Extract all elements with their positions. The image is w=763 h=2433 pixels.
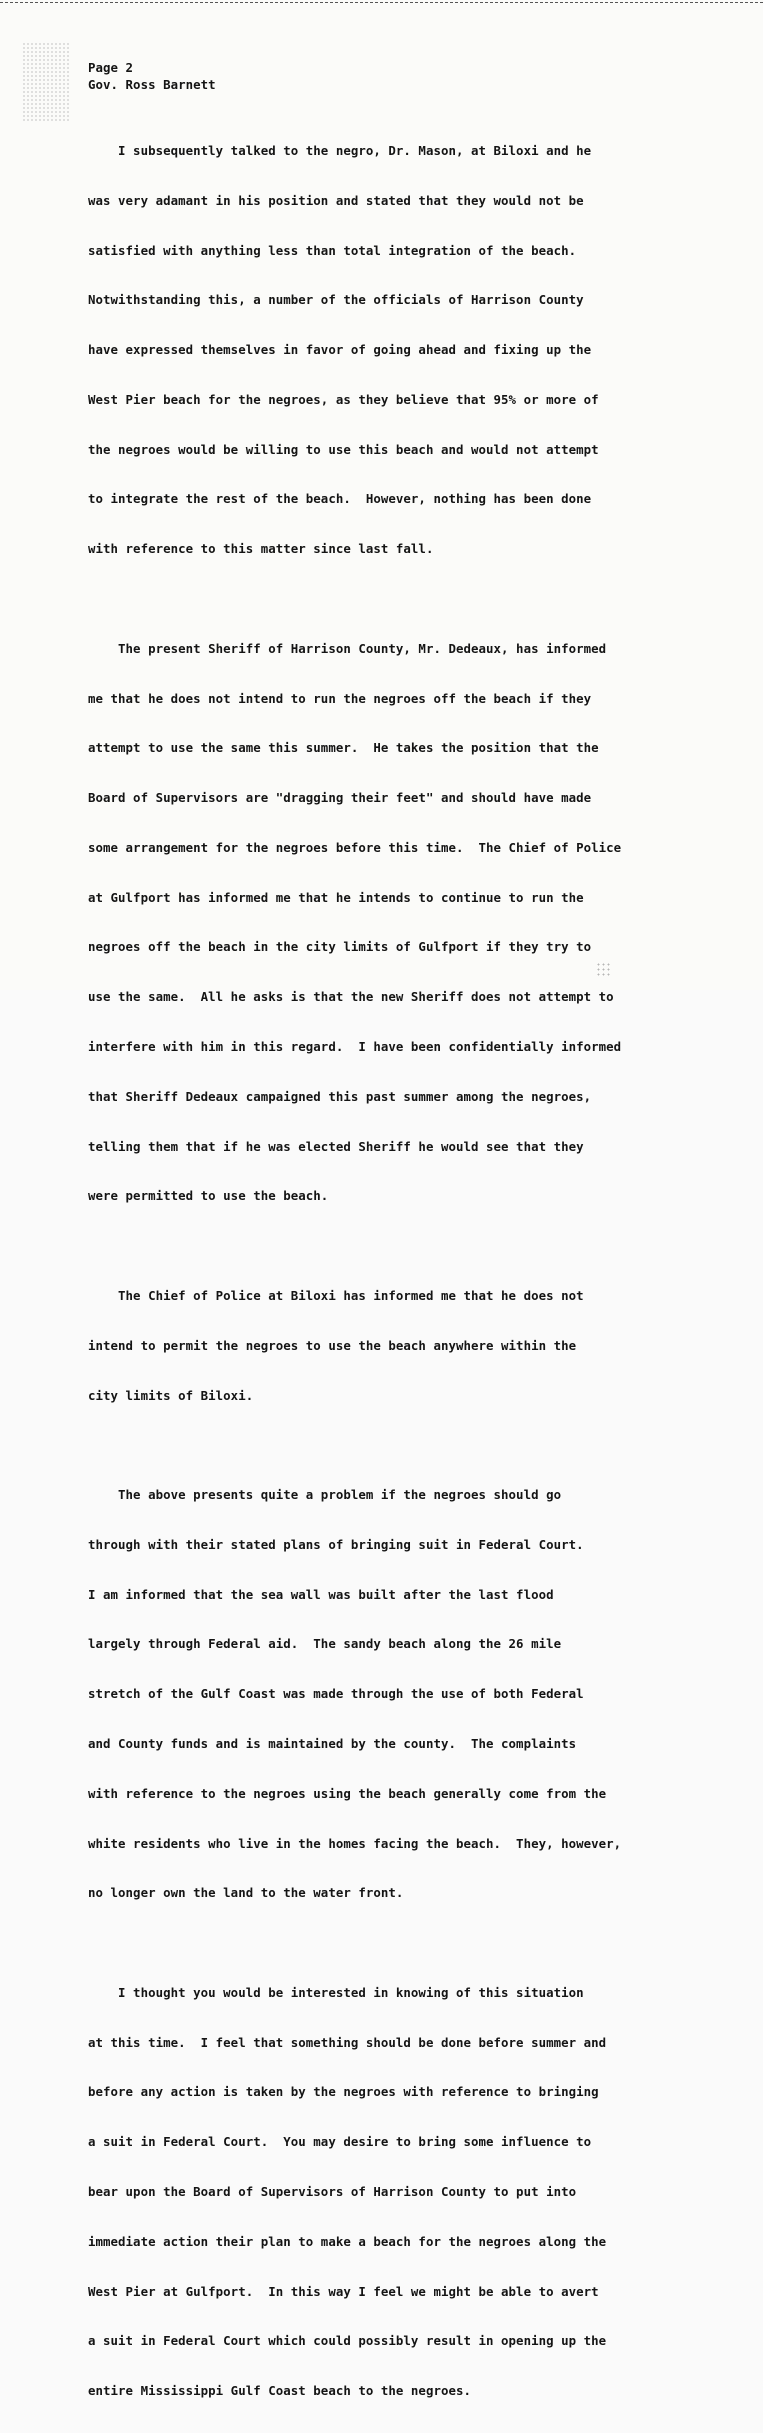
text-line: with reference to this matter since last fall.	[88, 541, 434, 557]
text-line: was very adamant in his position and stated that they would not be	[88, 192, 584, 208]
text-line: Notwithstanding this, a number of the officials of Harrison County	[88, 292, 584, 308]
text-line: white residents who live in the homes facing the beach. They, however,	[88, 1835, 622, 1851]
text-line: I am informed that the sea wall was built after the last flood	[88, 1586, 554, 1602]
text-line: no longer own the land to the water front.	[88, 1885, 404, 1901]
paragraph-4	[88, 1454, 738, 1935]
letter-body	[88, 60, 738, 2433]
text-line: I thought you would be interested in knowing of this situation	[88, 1984, 584, 2000]
text-line: at Gulfport has informed me that he intends to continue to run the	[88, 889, 584, 905]
text-line: attempt to use the same this summer. He takes the position that the	[88, 740, 599, 756]
text-line: West Pier beach for the negroes, as they believe that 95% or more of	[88, 391, 599, 407]
text-line: the negroes would be willing to use this beach and would not attempt	[88, 441, 599, 457]
text-line: The Chief of Police at Biloxi has informed me that he does not	[88, 1287, 584, 1303]
text-line: stretch of the Gulf Coast was made through the use of both Federal	[88, 1686, 584, 1702]
addressee-line: Gov. Ross Barnett	[88, 76, 216, 92]
text-line: West Pier at Gulfport. In this way I feel we might be able to avert	[88, 2283, 599, 2299]
text-line: use the same. All he asks is that the new Sheriff does not attempt to	[88, 989, 614, 1005]
text-line: I subsequently talked to the negro, Dr. Mason, at Biloxi and he	[88, 142, 592, 158]
paragraph-1	[88, 110, 738, 591]
text-line: with reference to the negroes using the beach generally come from the	[88, 1785, 607, 1801]
text-line: immediate action their plan to make a beach for the negroes along the	[88, 2233, 607, 2249]
text-line: to integrate the rest of the beach. However, nothing has been done	[88, 491, 592, 507]
paragraph-2	[88, 608, 738, 1239]
paragraph-3	[88, 1255, 738, 1438]
text-line: entire Mississippi Gulf Coast beach to the negroes.	[88, 2383, 471, 2399]
text-line: before any action is taken by the negroes with reference to bringing	[88, 2084, 599, 2100]
text-line: intend to permit the negroes to use the beach anywhere within the	[88, 1337, 577, 1353]
text-line: and County funds and is maintained by the county. The complaints	[88, 1735, 577, 1751]
text-line: largely through Federal aid. The sandy beach along the 26 mile	[88, 1636, 562, 1652]
text-line: at this time. I feel that something should be done before summer and	[88, 2034, 607, 2050]
text-line: have expressed themselves in favor of going ahead and fixing up the	[88, 342, 592, 358]
text-line: a suit in Federal Court. You may desire to bring some influence to	[88, 2134, 592, 2150]
paragraph-5	[88, 1952, 738, 2433]
text-line: The above presents quite a problem if the negroes should go	[88, 1487, 562, 1503]
text-line: some arrangement for the negroes before this time. The Chief of Police	[88, 839, 622, 855]
scan-noise-mark	[22, 42, 70, 122]
text-line: bear upon the Board of Supervisors of Harrison County to put into	[88, 2184, 577, 2199]
text-line: that Sheriff Dedeaux campaigned this past summer among the negroes,	[88, 1088, 592, 1104]
text-line: telling them that if he was elected Sheriff he would see that they	[88, 1138, 584, 1154]
top-edge-rule	[0, 2, 763, 3]
text-line: Board of Supervisors are "dragging their feet" and should have made	[88, 790, 592, 806]
text-line: city limits of Biloxi.	[88, 1387, 254, 1403]
text-line: negroes off the beach in the city limits of Gulfport if they try to	[88, 939, 592, 955]
text-line: The present Sheriff of Harrison County, Mr. Dedeaux, has informed	[88, 640, 607, 656]
text-line: satisfied with anything less than total integration of the beach.	[88, 242, 577, 258]
page-number: Page 2	[88, 60, 134, 75]
text-line: me that he does not intend to run the negroes off the beach if they	[88, 690, 592, 706]
text-line: a suit in Federal Court which could possibly result in opening up the	[88, 2333, 607, 2349]
text-line: were permitted to use the beach.	[88, 1188, 329, 1204]
text-line: interfere with him in this regard. I have been confidentially informed	[88, 1039, 622, 1055]
text-line: through with their stated plans of bringing suit in Federal Court.	[88, 1536, 584, 1552]
